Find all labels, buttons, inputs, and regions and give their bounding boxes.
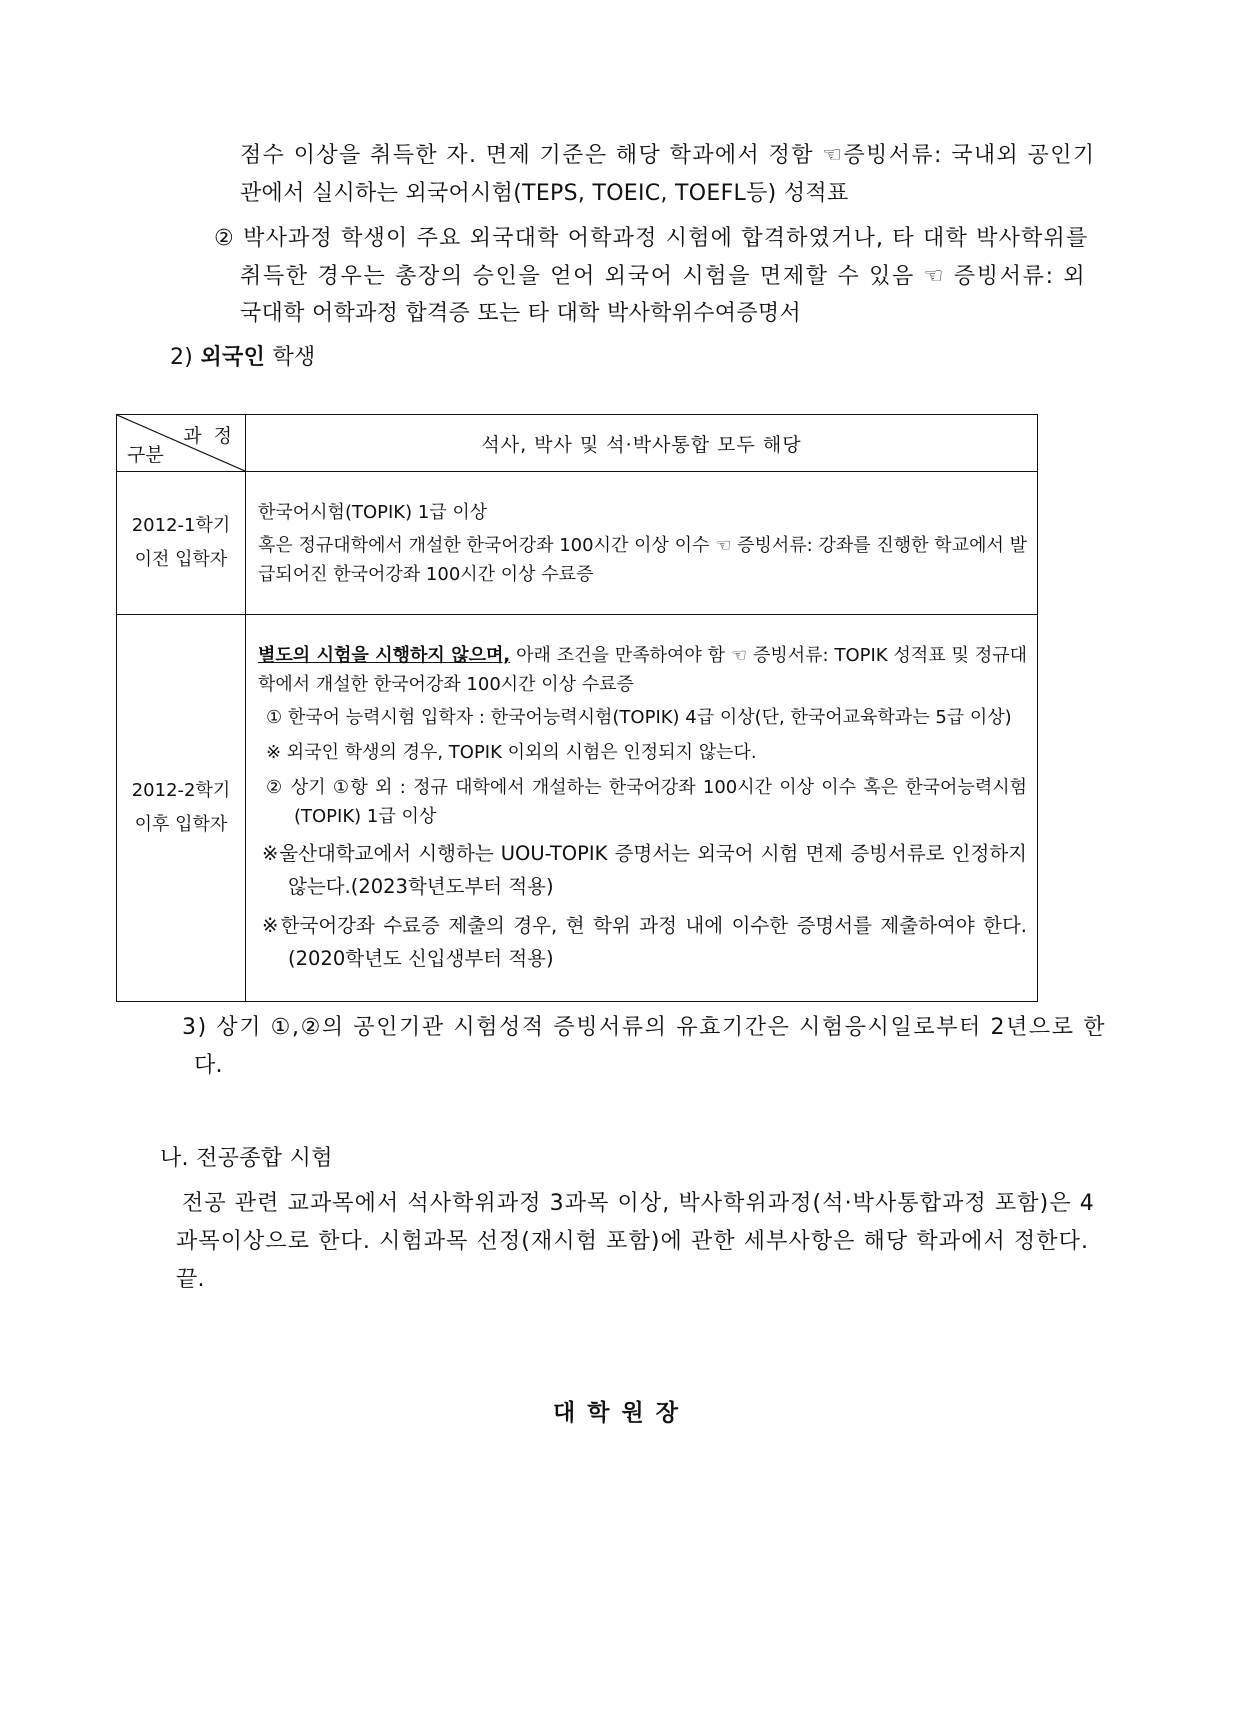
intro-item2-line-2: 취득한 경우는 총장의 승인을 얻어 외국어 시험을 면제할 수 있음 ☜ 증빙서류: 외 <box>240 264 1087 289</box>
foreign-student-table <box>116 414 1038 1002</box>
section-na-line-2: 과목이상으로 한다. 시험과목 선정(재시험 포함)에 관한 세부사항은 해당 학과에서 정한다. <box>176 1229 1090 1254</box>
signature: 대 학 원 장 <box>553 1400 680 1426</box>
row2-note-3: ※한국어강좌 수료증 제출의 경우, 현 학위 과정 내에 이수한 증명서를 제출하여야 한다.(2020학년도 신입생부터 적용) <box>262 914 1027 970</box>
intro-line-1: 점수 이상을 취득한 자. 면제 기준은 해당 학과에서 정함 ☜증빙서류: 국내외 공인기 <box>240 143 1096 168</box>
corner-top-label: 과 정 <box>183 425 235 447</box>
intro-item2-line-1: ② 박사과정 학생이 주요 외국대학 어학과정 시험에 합격하였거나, 타 대학 박사학위를 <box>214 226 1089 251</box>
corner-bottom-label: 구분 <box>127 444 164 466</box>
row1-label-line-1: 2012-1학기 <box>131 515 231 536</box>
section-2-number: 2) <box>170 345 194 370</box>
section-na-end: 끝. <box>176 1267 205 1292</box>
section-na-heading: 나. 전공종합 시험 <box>160 1146 333 1171</box>
row2-content-cell <box>246 615 1038 1002</box>
row2-note-2: ※울산대학교에서 시행하는 UOU-TOPIK 증명서는 외국어 시험 면제 증빙서류로 인정하지 않는다.(2023학년도부터 적용) <box>262 842 1027 898</box>
section-3-line-2: 다. <box>194 1053 223 1078</box>
row1-label-line-2: 이전 입학자 <box>134 549 228 570</box>
table-row <box>117 615 1038 1002</box>
intro-item2-line-3: 국대학 어학과정 합격증 또는 타 대학 박사학위수여증명서 <box>240 301 802 326</box>
row2-label-line-2: 이후 입학자 <box>134 814 228 835</box>
row2-note-1: ※ 외국인 학생의 경우, TOPIK 이외의 시험은 인정되지 않는다. <box>266 742 757 763</box>
row2-item-2: ② 상기 ①항 외 : 정규 대학에서 개설하는 한국어강좌 100시간 이상 이수 혹은 한국어능력시험(TOPIK) 1급 이상 <box>266 777 1027 827</box>
section-2-heading <box>170 340 316 371</box>
section-2-rest: 학생 <box>272 345 316 370</box>
section-3-line-1: 3) 상기 ①,②의 공인기관 시험성적 증빙서류의 유효기간은 시험응시일로부터 2년으로 한 <box>182 1015 1107 1040</box>
section-na-line-1: 전공 관련 교과목에서 석사학위과정 3과목 이상, 박사학위과정(석·박사통합과정 포함)은 4 <box>182 1191 1095 1216</box>
row-label-cell <box>117 615 246 1002</box>
table-row <box>117 472 1038 615</box>
row-label-cell <box>117 472 246 615</box>
section-2-bold: 외국인 <box>200 345 266 370</box>
row2-lead <box>258 641 1027 699</box>
row2-item-1: ① 한국어 능력시험 입학자 : 한국어능력시험(TOPIK) 4급 이상(단, 한국어교육학과는 5급 이상) <box>266 707 1012 728</box>
row1-text-2: 혹은 정규대학에서 개설한 한국어강좌 100시간 이상 이수 ☜ 증빙서류: 강좌를 진행한 학교에서 발급되어진 한국어강좌 100시간 이상 수료증 <box>258 534 1027 585</box>
corner-cell <box>117 415 246 472</box>
row2-lead-rest: 아래 조건을 만족하여야 함 ☜ 증빙서류: TOPIK 성적표 및 정규대학에서 개설한 한국어강좌 100시간 이상 수료증 <box>258 645 1027 695</box>
intro-line-2: 관에서 실시하는 외국어시험(TEPS, TOEIC, TOEFL등) 성적표 <box>240 181 849 206</box>
row1-content-cell <box>246 472 1038 615</box>
table-header-cell: 석사, 박사 및 석·박사통합 모두 해당 <box>246 415 1038 472</box>
row1-text-1: 한국어시험(TOPIK) 1급 이상 <box>258 501 488 523</box>
row2-label-line-1: 2012-2학기 <box>131 780 231 801</box>
table-header-row <box>117 415 1038 472</box>
row2-underlined-text: 별도의 시험을 시행하지 않으며, <box>258 645 511 666</box>
